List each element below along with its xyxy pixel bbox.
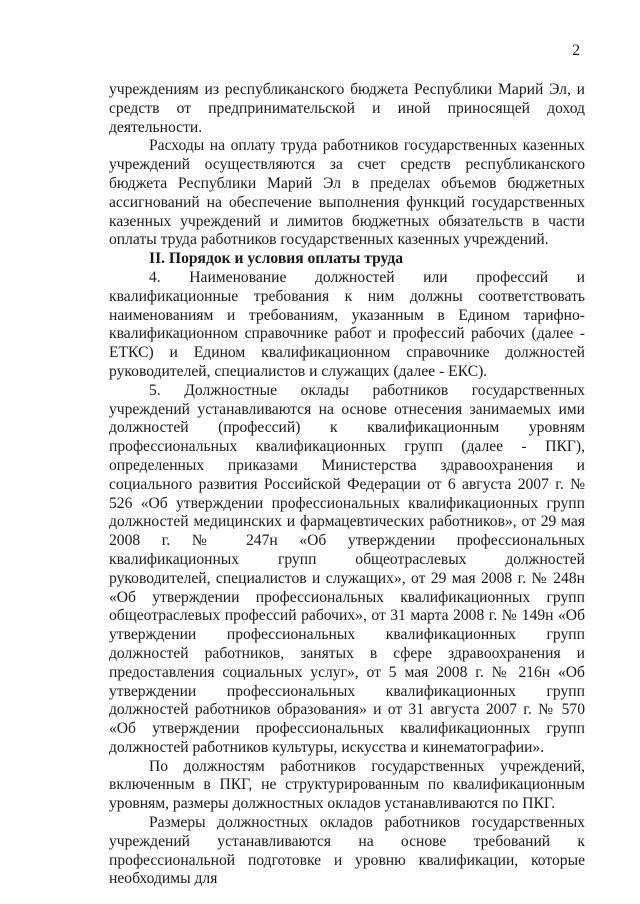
paragraph-expenses: Расходы на оплату труда работников государственных казенных учреждений осуществляются за счет средств республиканского бюджета Республики Марий Эл в пределах объемов бюджетных ассигнований на обеспечение выполнения функций государственных казенных учреждений и лимитов бюджетных обязательств в части оплаты труда работников государственных казенных учреждений. <box>109 137 585 249</box>
paragraph-pkg-unstructured: По должностям работников государственных учреждений, включенным в ПКГ, не структурированным по квалификационным уровням, размеры должностных окладов устанавливаются по ПКГ. <box>109 757 585 813</box>
paragraph-item-4: 4. Наименование должностей или профессий и квалификационные требования к ним должны соответствовать наименованиям и требованиям, указанным в Едином тарифно-квалификационном справочнике работ и профессий рабочих (далее - ЕТКС) и Едином квалификационном справочнике должностей руководителей, специалистов и служащих (далее - ЕКС). <box>109 268 585 380</box>
paragraph-salary-sizes: Размеры должностных окладов работников государственных учреждений устанавливаются на основе требований к профессиональной подготовке и уровню квалификации, которые необходимы для <box>109 814 585 888</box>
paragraph-item-5: 5. Должностные оклады работников государственных учреждений устанавливаются на основе отнесения занимаемых ими должностей (профессий) к квалификационным уровням профессиональных квалификационных групп (далее - ПКГ), определенных приказами Министерства здравоохранения и социального развития Российской Федерации от 6 августа 2007 г. № 526 «Об утверждении профессиональных квалификационных групп должностей медицинских и фармацевтических работников», от 29 мая 2008 г. № 247н «Об утверждении профессиональных квалификационных групп общеотраслевых должностей руководителей, специалистов и служащих», от 29 мая 2008 г. № 248н «Об утверждении профессиональных квалификационных групп общеотраслевых профессий рабочих», от 31 марта 2008 г. № 149н «Об утверждении профессиональных квалификационных групп должностей работников, занятых в сфере здравоохранения и предоставления социальных услуг», от 5 мая 2008 г. № 216н «Об утверждении профессиональных квалификационных групп должностей работников образования» и от 31 августа 2007 г. № 570 «Об утверждении профессиональных квалификационных групп должностей работников культуры, искусства и кинематографии». <box>109 381 585 756</box>
document-body <box>109 81 585 889</box>
section-title: II. Порядок и условия оплаты труда <box>149 250 404 268</box>
paragraph-continuation: учреждениям из республиканского бюджета Республики Марий Эл, и средств от предпринимательской и иной приносящей доход деятельности. <box>109 81 585 136</box>
page-number: 2 <box>572 42 580 59</box>
